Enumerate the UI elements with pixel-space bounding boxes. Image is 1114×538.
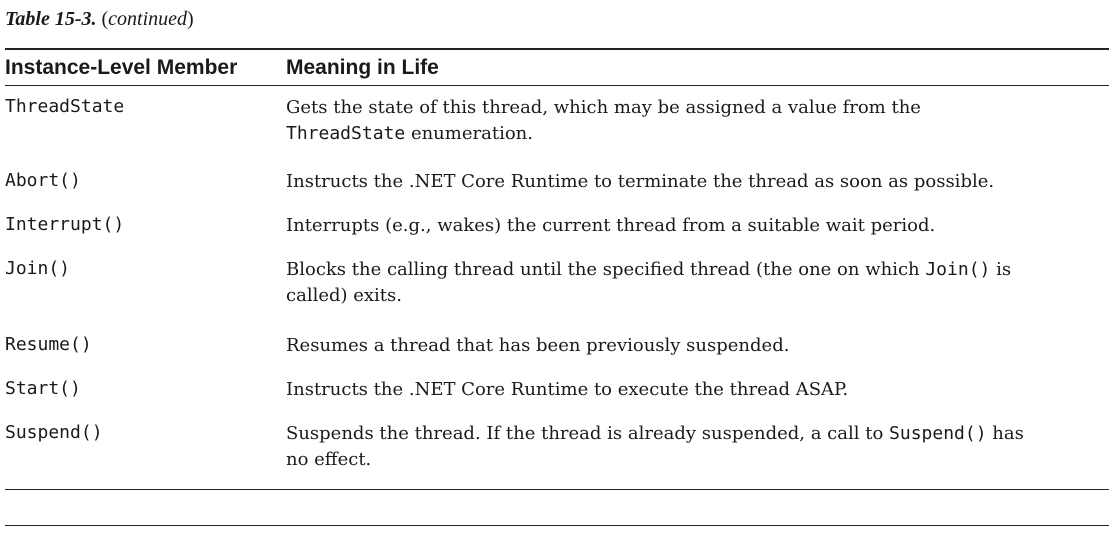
meaning-text: Instructs the .NET Core Runtime to execute the thread ASAP. <box>286 379 849 400</box>
table-caption-continued: continued <box>108 8 188 30</box>
member-name: Interrupt() <box>5 214 125 235</box>
member-meaning <box>286 421 1101 473</box>
member-name: ThreadState <box>5 96 125 117</box>
inline-code: ThreadState <box>286 123 406 144</box>
meaning-line <box>286 95 1101 121</box>
member-meaning <box>286 257 1101 309</box>
meaning-line <box>286 213 1101 239</box>
member-meaning <box>286 377 1101 403</box>
member-meaning <box>286 333 1101 359</box>
table-caption-open-paren: ( <box>101 8 109 30</box>
meaning-text: Resumes a thread that has been previously suspended. <box>286 335 790 356</box>
member-name: Suspend() <box>5 422 103 443</box>
member-name: Abort() <box>5 170 81 191</box>
meaning-text: no effect. <box>286 449 372 470</box>
meaning-line <box>286 121 1101 147</box>
page-bottom-rule <box>5 525 1109 526</box>
member-name: Resume() <box>5 334 92 355</box>
table-top-rule <box>5 48 1109 50</box>
header-instance-level-member: Instance-Level Member <box>5 56 238 79</box>
meaning-text: Suspends the thread. If the thread is already suspended, a call to <box>286 423 890 444</box>
meaning-text: has <box>986 423 1024 444</box>
meaning-text: Gets the state of this thread, which may be assigned a value from the <box>286 97 921 118</box>
meaning-line <box>286 333 1101 359</box>
meaning-text: Instructs the .NET Core Runtime to terminate the thread as soon as possible. <box>286 171 995 192</box>
table-caption <box>5 6 194 32</box>
meaning-line <box>286 257 1101 283</box>
table-header-rule <box>5 85 1109 86</box>
table-caption-label: Table 15-3. <box>5 8 97 30</box>
meaning-line <box>286 377 1101 403</box>
member-meaning <box>286 169 1101 195</box>
meaning-text: enumeration. <box>405 123 533 144</box>
meaning-line <box>286 447 1101 473</box>
meaning-text: Blocks the calling thread until the specified thread (the one on which <box>286 259 926 280</box>
meaning-line <box>286 169 1101 195</box>
inline-code: Suspend() <box>889 423 987 444</box>
meaning-text: is <box>990 259 1012 280</box>
member-name: Join() <box>5 258 71 279</box>
member-name: Start() <box>5 378 81 399</box>
meaning-text: Interrupts (e.g., wakes) the current thread from a suitable wait period. <box>286 215 936 236</box>
meaning-line <box>286 283 1101 309</box>
member-meaning <box>286 95 1101 147</box>
header-meaning-in-life: Meaning in Life <box>286 56 439 79</box>
table-caption-close-paren: ) <box>187 8 194 30</box>
meaning-text: called) exits. <box>286 285 402 306</box>
table-bottom-rule <box>5 489 1109 490</box>
inline-code: Join() <box>925 259 991 280</box>
member-meaning <box>286 213 1101 239</box>
meaning-line <box>286 421 1101 447</box>
